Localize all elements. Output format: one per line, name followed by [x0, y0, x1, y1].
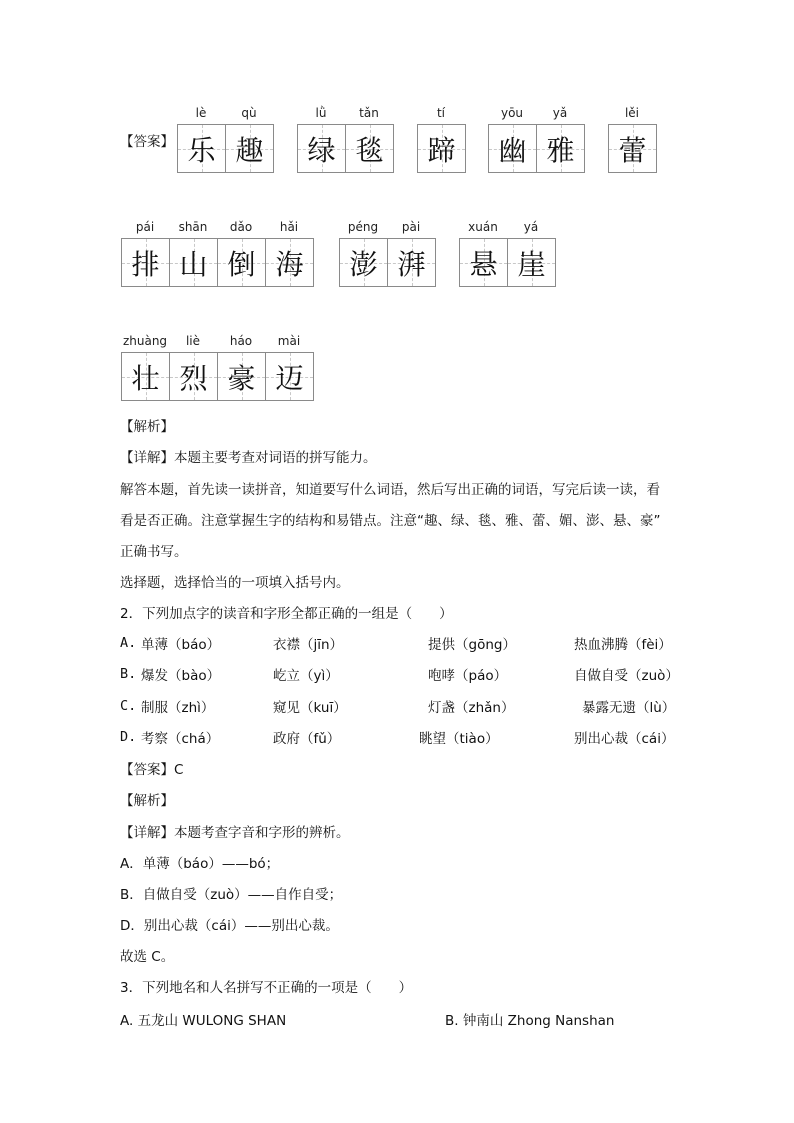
pinyin: shān [178, 220, 208, 234]
analysis-label: 【解析】 [120, 793, 174, 809]
paragraph-line: 解答本题，首先读一读拼音，知道要写什么词语，然后写出正确的词语，写完后读一读，看 [120, 482, 660, 498]
pinyin: tí [436, 106, 446, 120]
grid-char: 壮 [131, 361, 160, 395]
pinyin: pài [401, 220, 421, 234]
pinyin: xuán [468, 220, 498, 234]
option-letter: D. [120, 729, 137, 745]
pinyin: pái [135, 220, 155, 234]
pinyin: yǎ [552, 106, 568, 120]
answer-label: 【答案】 [120, 134, 174, 150]
grid-char: 毯 [355, 133, 384, 167]
grid-char: 迈 [275, 361, 304, 395]
option-item: 衣襟（jīn） [273, 637, 344, 653]
pinyin: yá [523, 220, 539, 234]
pinyin: qù [241, 106, 257, 120]
option-item: 提供（gōng） [428, 637, 516, 653]
option-item: 考察（chá） [141, 731, 220, 747]
pinyin: yōu [500, 106, 524, 120]
grid-char: 幽 [498, 133, 527, 167]
answer-line: 【答案】C [120, 762, 184, 778]
question-stem: 3．下列地名和人名拼写不正确的一项是（ ） [120, 980, 413, 996]
grid-char: 倒 [227, 247, 256, 281]
grid-char: 乐 [187, 133, 216, 167]
grid-char: 蕾 [618, 133, 647, 167]
option-item: 灯盏（zhǎn） [428, 700, 515, 716]
option-item: 咆哮（páo） [428, 668, 508, 684]
pinyin: péng [347, 220, 379, 234]
detail-heading: 【详解】本题考查字音和字形的辨析。 [120, 825, 350, 841]
pinyin: hǎi [279, 220, 299, 234]
pinyin: lè [195, 106, 207, 120]
option-letter: A. [120, 635, 137, 651]
option-letter: C. [120, 698, 137, 714]
paragraph-line: 看是否正确。注意掌握生字的结构和易错点。注意“趣、绿、毯、雅、蕾、媚、澎、悬、豪” [120, 513, 661, 529]
pinyin: tǎn [359, 106, 379, 120]
explanation-line: B．自做自受（zuò）——自作自受； [120, 887, 343, 903]
grid-char: 山 [179, 247, 208, 281]
grid-char: 澎 [349, 247, 378, 281]
option-letter: B. [120, 666, 137, 682]
option-item: 单薄（báo） [141, 637, 221, 653]
pinyin: zhuàng [122, 334, 168, 348]
explanation-line: D．别出心裁（cái）——别出心裁。 [120, 918, 339, 934]
grid-char: 海 [275, 247, 304, 281]
option-item: 热血沸腾（fèi） [574, 637, 672, 653]
pinyin: dǎo [229, 220, 253, 234]
grid-char: 排 [131, 247, 160, 281]
grid-char: 蹄 [427, 133, 456, 167]
option-b: B. 钟南山 Zhong Nanshan [445, 1013, 615, 1029]
grid-char: 豪 [227, 361, 256, 395]
detail-heading: 【详解】本题主要考查对词语的拼写能力。 [120, 450, 377, 466]
note-line: 选择题，选择恰当的一项填入括号内。 [120, 575, 350, 591]
paragraph-line: 正确书写。 [120, 544, 188, 560]
analysis-label: 【解析】 [120, 419, 174, 435]
pinyin: lǜ [315, 106, 327, 120]
option-item: 制服（zhì） [141, 700, 215, 716]
grid-char: 雅 [546, 133, 575, 167]
grid-char: 悬 [469, 247, 498, 281]
grid-char: 绿 [307, 133, 336, 167]
option-item: 别出心裁（cái） [574, 731, 675, 747]
option-item: 窥见（kuī） [273, 700, 347, 716]
pinyin: liè [185, 334, 201, 348]
grid-char: 湃 [397, 247, 426, 281]
option-item: 暴露无遗（lù） [582, 700, 676, 716]
option-item: 屹立（yì） [273, 668, 339, 684]
grid-char: 崖 [517, 247, 546, 281]
option-a: A. 五龙山 WULONG SHAN [120, 1013, 287, 1029]
option-item: 眺望（tiào） [419, 731, 499, 747]
grid-char: 烈 [179, 361, 208, 395]
question-stem: 2．下列加点字的读音和字形全都正确的一组是（ ） [120, 606, 453, 622]
grid-char: 趣 [235, 133, 264, 167]
option-item: 自做自受（zuò） [574, 668, 679, 684]
pinyin: lěi [624, 106, 640, 120]
conclusion-line: 故选 C。 [120, 949, 175, 965]
pinyin: mài [277, 334, 301, 348]
option-item: 爆发（bào） [141, 668, 221, 684]
option-item: 政府（fǔ） [273, 731, 341, 747]
explanation-line: A．单薄（báo）——bó； [120, 856, 280, 872]
pinyin: háo [229, 334, 253, 348]
